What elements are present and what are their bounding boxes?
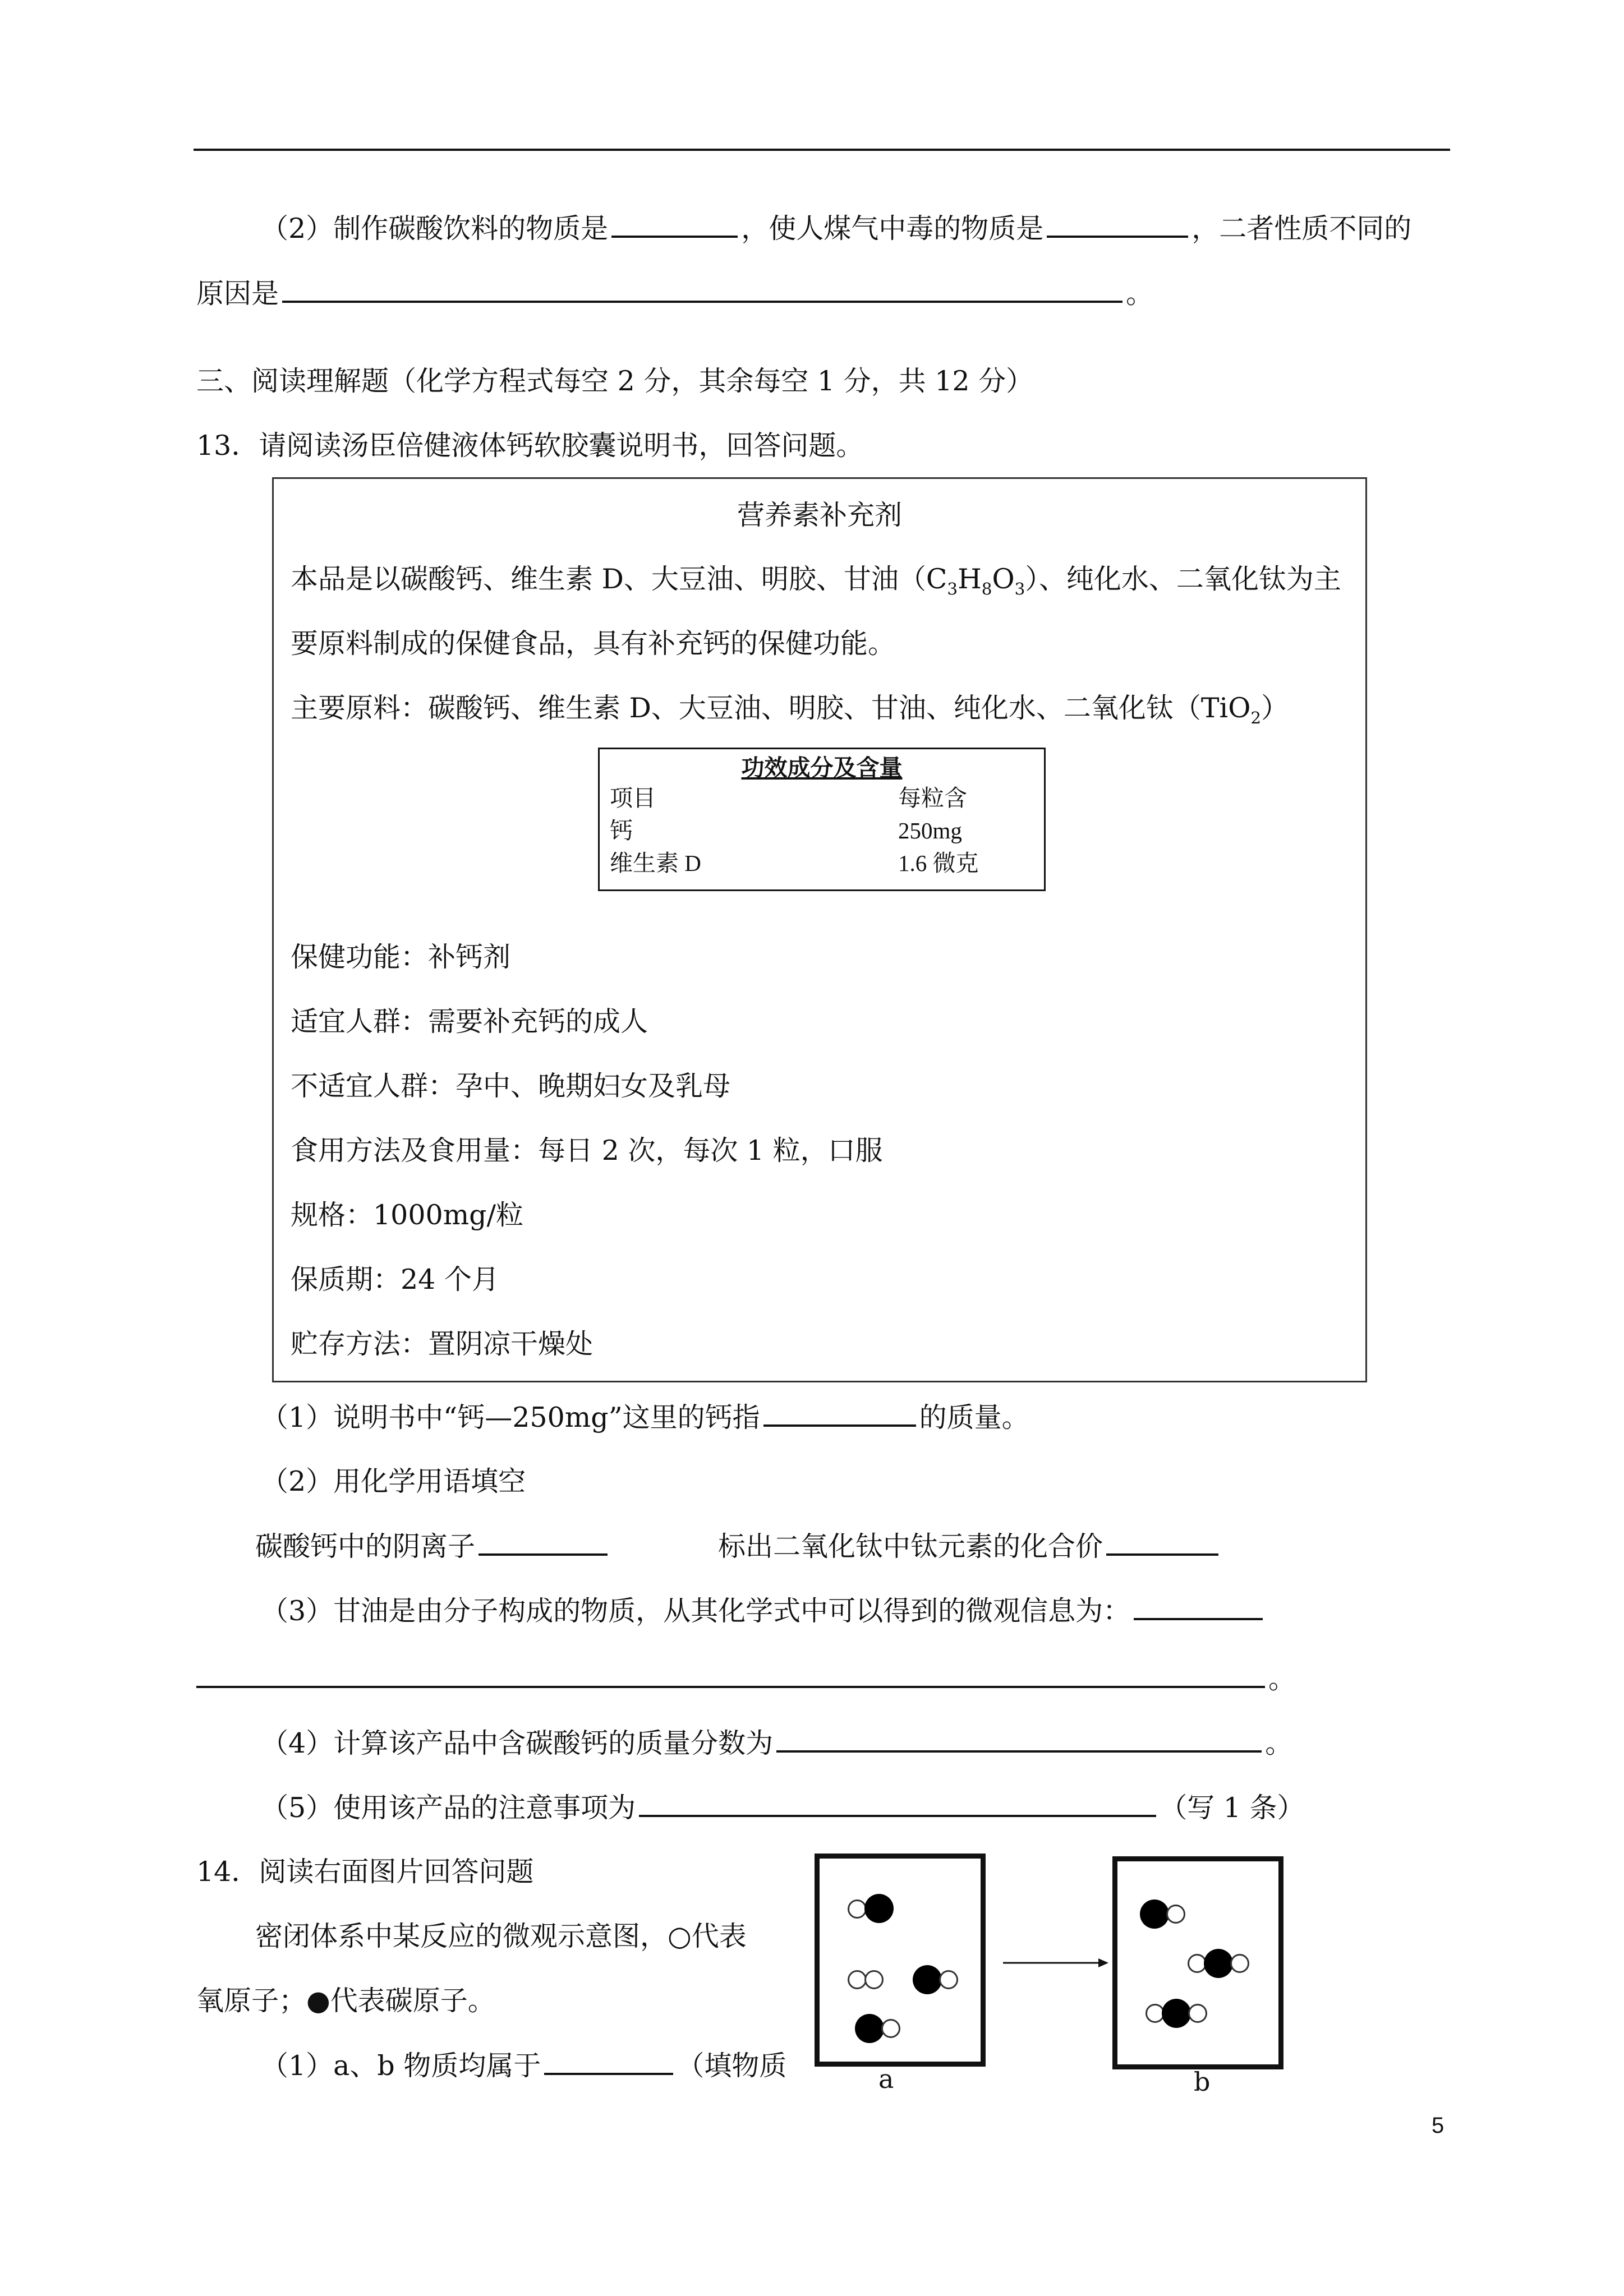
leaflet-suitable: 适宜人群：需要补充钙的成人 xyxy=(291,1006,648,1038)
leaflet-title: 营养素补充剂 xyxy=(737,499,902,531)
oxygen-atom-icon xyxy=(848,1970,867,1989)
leaflet-intro-line1 xyxy=(291,560,1341,608)
q13-part1-text: 的质量。 xyxy=(919,1401,1029,1433)
q13-part5-text: （5）使用该产品的注意事项为 xyxy=(261,1792,636,1824)
answer-blank[interactable] xyxy=(611,209,738,238)
subscript: 3 xyxy=(1014,579,1025,598)
leaflet-unsuitable: 不适宜人群：孕中、晚期妇女及乳母 xyxy=(291,1070,731,1102)
answer-blank[interactable] xyxy=(196,1659,1265,1688)
carbon-atom-icon xyxy=(1162,1999,1191,2028)
q14-part1 xyxy=(261,2046,786,2086)
answer-blank[interactable] xyxy=(282,274,1122,303)
q13-part4-text: （4）计算该产品中含碳酸钙的质量分数为 xyxy=(261,1727,774,1759)
intro-text: 本品是以碳酸钙、维生素 D、大豆油、明胶、甘油（C xyxy=(291,563,947,595)
period: 。 xyxy=(1265,1727,1293,1759)
answer-blank[interactable] xyxy=(1047,209,1188,238)
period: 。 xyxy=(1268,1663,1296,1695)
q13-part1 xyxy=(261,1398,1029,1437)
q13-part2a-text: 碳酸钙中的阴离子 xyxy=(255,1530,476,1562)
q12-part2-mid: ，使人煤气中毒的物质是 xyxy=(741,213,1044,245)
q13-part3-text: （3）甘油是由分子构成的物质，从其化学式中可以得到的微观信息为： xyxy=(261,1595,1131,1627)
oxygen-atom-icon xyxy=(1188,2004,1207,2023)
carbon-atom-icon xyxy=(855,2014,884,2043)
q13-part2b-text: 标出二氧化钛中钛元素的化合价 xyxy=(718,1530,1103,1562)
q13-part2a xyxy=(255,1527,611,1566)
q13-part3 xyxy=(261,1591,1266,1631)
q13-part2b xyxy=(718,1527,1222,1566)
answer-blank[interactable] xyxy=(776,1723,1262,1753)
figure-a-label: a xyxy=(878,2064,894,2094)
q12-part2-line2 xyxy=(196,274,1153,313)
q13-part3-line2 xyxy=(196,1659,1296,1699)
answer-blank[interactable] xyxy=(544,2046,673,2075)
materials-text: ） xyxy=(1261,692,1289,724)
table-row-item: 维生素 D xyxy=(610,850,701,876)
oxygen-atom-icon xyxy=(1166,1905,1185,1924)
oxygen-atom-icon xyxy=(881,2019,900,2038)
q13-part5 xyxy=(261,1788,1305,1828)
period: 。 xyxy=(1126,278,1154,310)
table-row-item: 钙 xyxy=(610,818,633,843)
reaction-arrow-icon xyxy=(1003,1954,1110,1971)
subscript: 2 xyxy=(1250,708,1262,727)
subscript: 8 xyxy=(981,579,992,598)
intro-text: ）、纯化水、二氧化钛为主 xyxy=(1025,563,1341,595)
answer-blank[interactable] xyxy=(1134,1591,1263,1620)
table-col1-header: 项目 xyxy=(610,785,656,811)
section3-title: 三、阅读理解题（化学方程式每空 2 分，其余每空 1 分，共 12 分） xyxy=(196,365,1034,397)
q12-part2-prefix: （2）制作碳酸饮料的物质是 xyxy=(261,213,609,245)
table-row-amount: 250mg xyxy=(898,818,962,843)
oxygen-atom-icon xyxy=(939,1970,958,1989)
q13-part5-text: （写 1 条） xyxy=(1160,1792,1305,1824)
carbon-atom-icon xyxy=(913,1965,942,1994)
q14-part1-text: （1）a、b 物质均属于 xyxy=(261,2050,541,2082)
q14-desc-line1: 密闭体系中某反应的微观示意图，○代表 xyxy=(255,1920,747,1952)
answer-blank[interactable] xyxy=(763,1398,916,1427)
figure-b-label: b xyxy=(1194,2067,1211,2097)
leaflet-storage: 贮存方法：置阴凉干燥处 xyxy=(291,1328,594,1360)
q13-prompt: 13．请阅读汤臣倍健液体钙软胶囊说明书，回答问题。 xyxy=(196,430,864,462)
table-heading: 功效成分及含量 xyxy=(741,755,903,781)
table-col2-header: 每粒含 xyxy=(898,785,967,811)
q14-desc-line2: 氧原子；●代表碳原子。 xyxy=(196,1985,495,2017)
q13-part4 xyxy=(261,1723,1292,1763)
materials-text: 主要原料：碳酸钙、维生素 D、大豆油、明胶、甘油、纯化水、二氧化钛（TiO xyxy=(291,692,1251,724)
q13-part2: （2）用化学用语填空 xyxy=(261,1465,526,1497)
q13-part1-text: （1）说明书中“钙—250mg”这里的钙指 xyxy=(261,1401,760,1433)
product-leaflet-box xyxy=(272,477,1367,1382)
leaflet-usage: 食用方法及食用量：每日 2 次，每次 1 粒，口服 xyxy=(291,1135,883,1167)
answer-blank[interactable] xyxy=(1106,1527,1218,1556)
oxygen-atom-icon xyxy=(864,1970,884,1989)
oxygen-atom-icon xyxy=(1230,1954,1249,1973)
carbon-atom-icon xyxy=(864,1894,894,1923)
q12-part2-tail: ，二者性质不同的 xyxy=(1191,213,1412,245)
leaflet-function: 保健功能：补钙剂 xyxy=(291,941,511,973)
leaflet-intro-line2: 要原料制成的保健食品，具有补充钙的保健功能。 xyxy=(291,628,896,660)
answer-blank[interactable] xyxy=(639,1788,1156,1817)
molecule-box-b xyxy=(1112,1856,1283,2069)
intro-text: O xyxy=(992,563,1015,595)
page-number: 5 xyxy=(1432,2113,1444,2138)
molecule-box-a xyxy=(815,1854,986,2067)
leaflet-spec: 规格：1000mg/粒 xyxy=(291,1199,524,1231)
q14-prompt: 14．阅读右面图片回答问题 xyxy=(196,1856,534,1888)
oxygen-atom-icon xyxy=(848,1899,867,1919)
carbon-atom-icon xyxy=(1204,1949,1233,1978)
q12-part2-reason-label: 原因是 xyxy=(196,278,279,310)
intro-text: H xyxy=(958,563,982,595)
leaflet-materials xyxy=(291,689,1289,737)
q14-part1-text: （填物质 xyxy=(677,2050,787,2082)
header-rule xyxy=(194,149,1450,151)
subscript: 3 xyxy=(947,579,958,598)
carbon-atom-icon xyxy=(1140,1899,1169,1929)
answer-blank[interactable] xyxy=(479,1527,608,1556)
ingredients-table xyxy=(598,748,1046,891)
table-row-amount: 1.6 微克 xyxy=(898,850,979,876)
q12-part2-line1 xyxy=(261,209,1411,248)
leaflet-shelf-life: 保质期：24 个月 xyxy=(291,1264,499,1295)
